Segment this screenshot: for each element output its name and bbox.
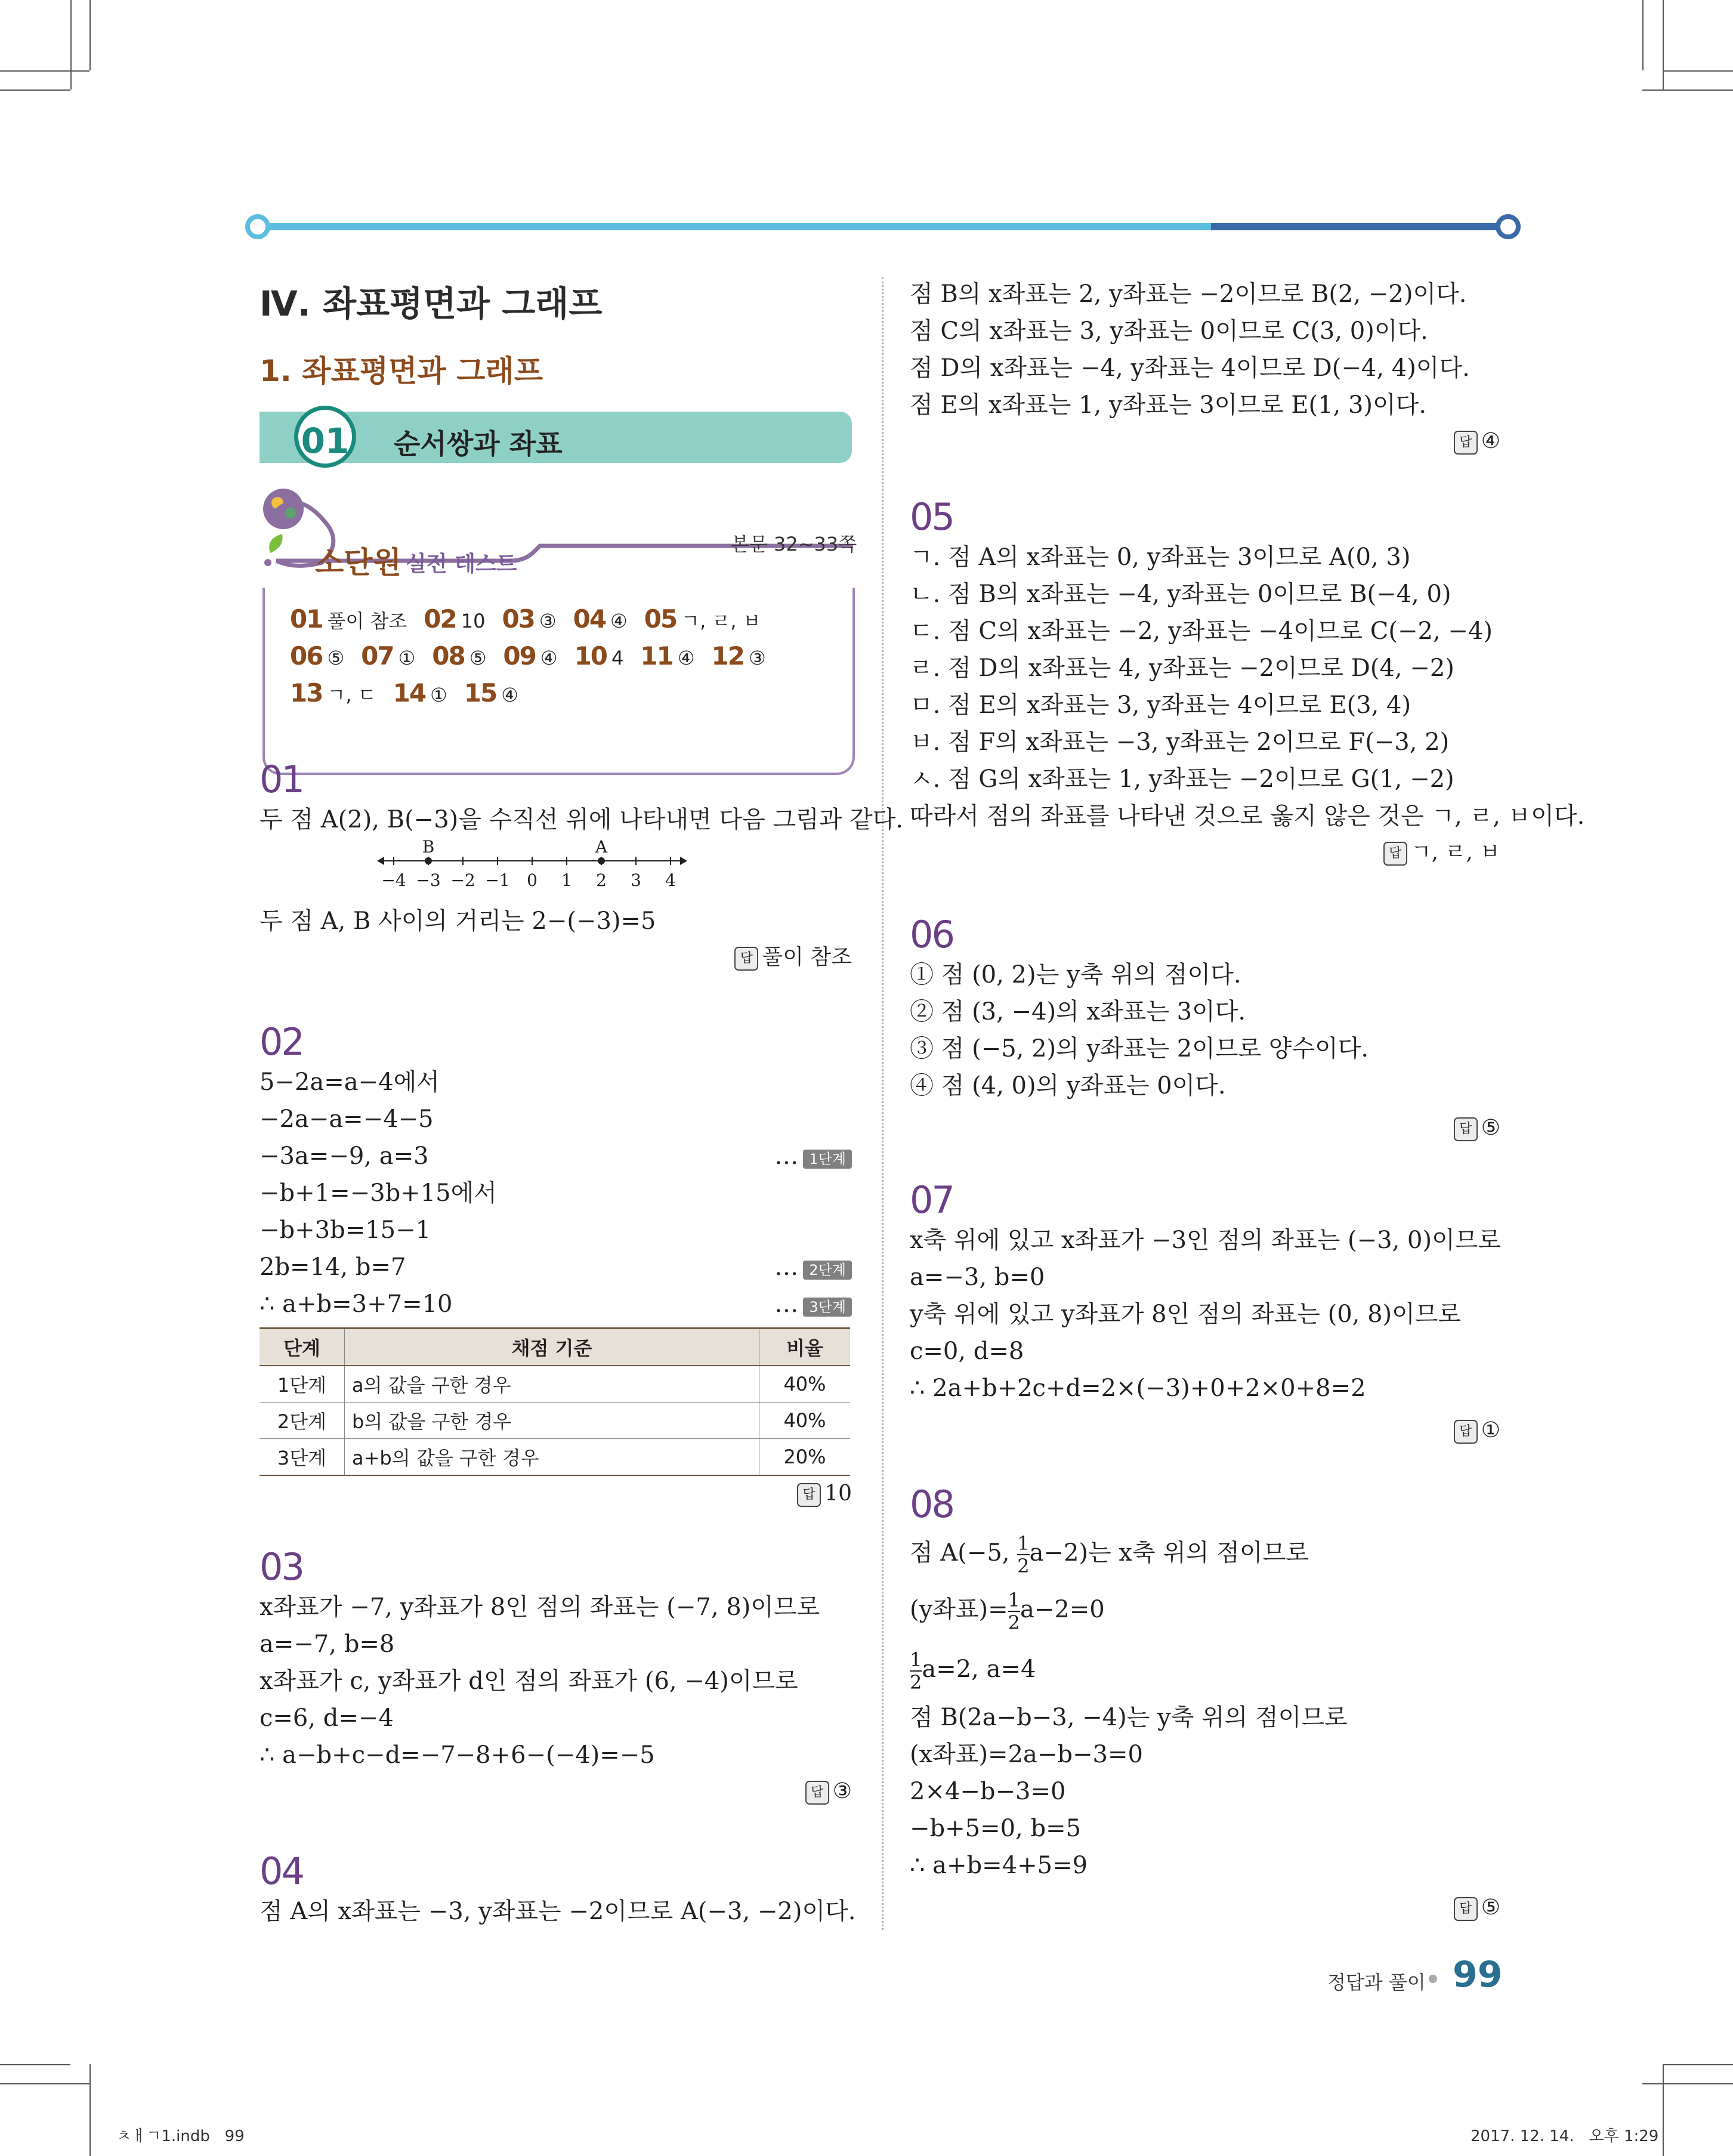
tick-label: −1 xyxy=(485,870,510,890)
fraction xyxy=(1017,1533,1029,1577)
question-08 xyxy=(910,1482,1500,1926)
summary-number: 14 xyxy=(393,678,426,708)
solution-text: a−2)는 x축 위의 점이므로 xyxy=(1029,1539,1309,1567)
summary-number: 11 xyxy=(640,641,673,671)
solution-line xyxy=(910,1580,1500,1639)
summary-number: 15 xyxy=(464,678,497,708)
summary-number: 04 xyxy=(573,604,606,634)
solution-text: 점 A(−5, xyxy=(910,1539,1018,1567)
summary-number: 01 xyxy=(290,604,323,634)
answer-line xyxy=(260,940,852,975)
solution-line: ④ 점 (4, 0)의 y좌표는 0이다. xyxy=(910,1072,1226,1099)
solution-line: 두 점 A(2), B(−3)을 수직선 위에 나타내면 다음 그림과 같다. xyxy=(260,806,904,833)
solution-line xyxy=(260,1138,852,1175)
dots: … xyxy=(774,1253,799,1281)
solution-line: x축 위에 있고 x좌표가 −3인 점의 좌표는 (−3, 0)이므로 xyxy=(910,1227,1502,1254)
crop-mark xyxy=(1642,89,1733,91)
summary-answer: ⑤ xyxy=(327,647,345,669)
table-cell: 2단계 xyxy=(260,1403,345,1439)
tick-label: 3 xyxy=(631,870,641,890)
solution-line: ① 점 (0, 2)는 y축 위의 점이다. xyxy=(910,961,1241,989)
solution-line: x좌표가 −7, y좌표가 8인 점의 좌표는 (−7, 8)이므로 xyxy=(260,1593,820,1621)
fraction-numerator: 1 xyxy=(1008,1589,1020,1611)
summary-item xyxy=(640,638,694,680)
summary-number: 03 xyxy=(502,604,535,634)
summary-number: 05 xyxy=(644,604,677,634)
question-number: 08 xyxy=(910,1482,953,1526)
solution-line: 2×4−b−3=0 xyxy=(910,1778,1066,1805)
summary-item xyxy=(574,638,624,680)
summary-answer: 4 xyxy=(611,647,624,669)
summary-number: 12 xyxy=(711,641,744,671)
table-cell: 40% xyxy=(759,1366,851,1403)
answer-line xyxy=(260,1774,852,1809)
point-marker xyxy=(425,857,432,864)
summary-item xyxy=(644,601,761,643)
fraction xyxy=(910,1649,922,1693)
question-number: 01 xyxy=(260,758,303,801)
summary-item xyxy=(290,675,376,717)
summary-answer: ③ xyxy=(539,610,557,632)
summary-item xyxy=(464,675,518,717)
solution-line: a=−3, b=0 xyxy=(910,1264,1045,1291)
solution-line: 점 D의 x좌표는 −4, y좌표는 4이므로 D(−4, 4)이다. xyxy=(910,354,1470,382)
solution-line: −b+1=−3b+15에서 xyxy=(260,1179,497,1207)
solution-text: (y좌표)= xyxy=(910,1596,1008,1623)
answer-line xyxy=(260,1476,852,1512)
answer-mark: 답 xyxy=(1383,842,1407,866)
summary-answer: ④ xyxy=(540,647,558,669)
answer-mark: 답 xyxy=(1454,1897,1478,1921)
summary-number: 13 xyxy=(290,678,323,708)
page-reference: 본문 32~33쪽 xyxy=(731,533,857,555)
crop-mark xyxy=(0,2083,89,2084)
question-02 xyxy=(260,1020,852,1512)
solution-line: x좌표가 c, y좌표가 d인 점의 좌표가 (6, −4)이므로 xyxy=(260,1667,798,1695)
tick-label: −4 xyxy=(381,870,406,890)
question-05 xyxy=(910,495,1585,870)
summary-answer: ③ xyxy=(748,647,766,669)
solution-line xyxy=(910,1526,1500,1580)
summary-number: 09 xyxy=(503,641,536,671)
solution-line: −b+3b=15−1 xyxy=(260,1216,431,1244)
crop-mark xyxy=(0,2064,70,2065)
grading-table xyxy=(260,1327,850,1476)
step-badge: 2단계 xyxy=(803,1261,852,1280)
answer-mark: 답 xyxy=(797,1483,821,1507)
answer-value: ⑤ xyxy=(1481,1895,1500,1920)
table-cell: 20% xyxy=(759,1439,851,1476)
question-number: 07 xyxy=(910,1178,953,1222)
solution-line: c=6, d=−4 xyxy=(260,1704,394,1732)
table-row xyxy=(260,1439,850,1476)
question-01 xyxy=(260,758,904,975)
summary-item xyxy=(290,638,344,680)
answer-mark: 답 xyxy=(805,1781,829,1805)
summary-answer: ㄱ, ㄹ, ㅂ xyxy=(681,610,761,632)
solution-line: −2a−a=−4−5 xyxy=(260,1105,434,1133)
solution-line: 점 A의 x좌표는 −3, y좌표는 −2이므로 A(−3, −2)이다. xyxy=(260,1898,856,1925)
summary-answer: ④ xyxy=(677,647,695,669)
answer-line xyxy=(910,1413,1500,1448)
answer-line xyxy=(910,1110,1500,1146)
crop-mark xyxy=(1663,2064,1733,2065)
solution-text: −3a=−9, a=3 xyxy=(260,1142,429,1170)
question-number: 04 xyxy=(260,1849,303,1893)
question-06 xyxy=(910,913,1500,1146)
step-badge: 1단계 xyxy=(803,1150,852,1169)
summary-number: 07 xyxy=(361,641,394,671)
solution-line: ㄴ. 점 B의 x좌표는 −4, y좌표는 0이므로 B(−4, 0) xyxy=(910,580,1451,608)
answer-value: ⑤ xyxy=(1481,1116,1500,1140)
tick-label: 2 xyxy=(596,870,607,890)
summary-row xyxy=(290,638,852,675)
summary-item xyxy=(573,601,628,643)
chapter-title: Ⅳ. 좌표평면과 그래프 xyxy=(260,283,603,324)
step-badge: 3단계 xyxy=(803,1298,852,1317)
summary-number: 02 xyxy=(424,604,456,634)
lesson-number: 01 xyxy=(294,406,356,468)
crop-mark xyxy=(89,0,91,70)
table-cell: a의 값을 구한 경우 xyxy=(345,1366,759,1403)
page-number: 99 xyxy=(1453,1954,1503,1996)
crop-mark xyxy=(89,2064,91,2156)
fraction-numerator: 1 xyxy=(910,1648,922,1671)
answer-line xyxy=(910,835,1500,870)
summary-item xyxy=(393,675,447,717)
crop-mark xyxy=(1642,2083,1733,2084)
table-cell: 3단계 xyxy=(260,1439,345,1476)
solution-line: c=0, d=8 xyxy=(910,1338,1024,1365)
footer-dot xyxy=(1429,1975,1437,1983)
question-07 xyxy=(910,1178,1500,1448)
table-row xyxy=(260,1403,850,1439)
summary-number: 08 xyxy=(432,641,465,671)
table-row xyxy=(260,1366,850,1403)
solution-line: 점 C의 x좌표는 3, y좌표는 0이므로 C(3, 0)이다. xyxy=(910,317,1428,345)
solution-line: ② 점 (3, −4)의 x좌표는 3이다. xyxy=(910,998,1246,1026)
answer-mark: 답 xyxy=(1454,1420,1478,1444)
point-label: A xyxy=(595,838,608,857)
number-line xyxy=(260,838,852,898)
summary-item xyxy=(503,638,557,680)
print-date: 2017. 12. 14. 오후 1:29 xyxy=(1471,2127,1659,2145)
solution-text: ∴ a+b=3+7=10 xyxy=(260,1290,453,1318)
table-header: 채점 기준 xyxy=(345,1329,759,1366)
fraction-numerator: 1 xyxy=(1017,1532,1030,1555)
arrow-right xyxy=(680,857,687,865)
answer-value: ③ xyxy=(832,1779,852,1803)
solution-line: 점 E의 x좌표는 1, y좌표는 3이므로 E(1, 3)이다. xyxy=(910,391,1427,419)
summary-item xyxy=(361,638,415,680)
answer-mark: 답 xyxy=(1454,431,1478,455)
summary-item xyxy=(290,601,407,643)
answer-value: ㄱ, ㄹ, ㅂ xyxy=(1410,840,1500,864)
crop-mark xyxy=(1663,2064,1664,2156)
summary-answer: ④ xyxy=(610,610,628,632)
section-title: 1. 좌표평면과 그래프 xyxy=(260,354,543,388)
solution-line: ∴ 2a+b+2c+d=2×(−3)+0+2×0+8=2 xyxy=(910,1374,1366,1402)
table-cell: b의 값을 구한 경우 xyxy=(345,1403,759,1439)
crop-mark xyxy=(70,0,72,89)
table-cell: a+b의 값을 구한 경우 xyxy=(345,1439,759,1476)
answer-line xyxy=(910,424,1500,459)
summary-answer: 10 xyxy=(461,610,486,632)
answer-mark: 답 xyxy=(1454,1117,1478,1141)
tick-label: 4 xyxy=(665,870,676,890)
question-number: 05 xyxy=(910,495,953,539)
summary-answer: ① xyxy=(398,647,416,669)
summary-answer: ⑤ xyxy=(469,647,487,669)
summary-row xyxy=(290,675,852,712)
question-number: 03 xyxy=(260,1545,303,1589)
tick-label: 1 xyxy=(561,870,572,890)
question-number: 02 xyxy=(260,1020,303,1064)
unit-subtitle: 실전 테스트 xyxy=(406,552,517,576)
answer-mark: 답 xyxy=(734,947,758,971)
solution-line xyxy=(910,1639,1500,1699)
fraction xyxy=(1008,1589,1020,1633)
dots: … xyxy=(774,1290,799,1318)
point-label: B xyxy=(422,838,435,857)
answer-value: ④ xyxy=(1481,429,1500,453)
summary-item xyxy=(712,638,766,680)
summary-row xyxy=(290,601,852,638)
table-header: 비율 xyxy=(759,1329,851,1366)
question-04-continued xyxy=(910,276,1500,459)
fraction-denominator: 2 xyxy=(910,1671,922,1694)
solution-line: 5−2a=a−4에서 xyxy=(260,1068,440,1096)
solution-line xyxy=(260,1249,852,1286)
solution-text: a=2, a=4 xyxy=(922,1655,1036,1683)
answer-summary-box xyxy=(262,588,855,775)
question-03 xyxy=(260,1545,852,1809)
summary-answer: ① xyxy=(430,684,447,706)
summary-item xyxy=(424,601,485,643)
solution-line: −b+5=0, b=5 xyxy=(910,1815,1082,1842)
answer-value: ① xyxy=(1481,1418,1500,1443)
crop-mark xyxy=(1642,0,1644,70)
tick-label: −3 xyxy=(416,870,441,890)
lesson-title: 순서쌍과 좌표 xyxy=(394,428,563,460)
solution-line: ㄹ. 점 D의 x좌표는 4, y좌표는 −2이므로 D(4, −2) xyxy=(910,654,1454,682)
solution-line: ㄷ. 점 C의 x좌표는 −2, y좌표는 −4이므로 C(−2, −4) xyxy=(910,617,1493,645)
unit-title: 소단원 xyxy=(315,545,401,580)
header-bar xyxy=(245,212,1521,242)
question-number: 06 xyxy=(910,913,953,956)
summary-answer: ㄱ, ㄷ xyxy=(327,684,376,706)
solution-line: y축 위에 있고 y좌표가 8인 점의 좌표는 (0, 8)이므로 xyxy=(910,1301,1462,1328)
summary-item xyxy=(432,638,486,680)
tick-label: −2 xyxy=(450,870,475,890)
solution-line: (x좌표)=2a−b−3=0 xyxy=(910,1741,1143,1768)
solution-line: 점 B의 x좌표는 2, y좌표는 −2이므로 B(2, −2)이다. xyxy=(910,280,1467,308)
solution-line xyxy=(260,1286,852,1323)
summary-answer: ④ xyxy=(501,684,518,706)
solution-line: ∴ a−b+c−d=−7−8+6−(−4)=−5 xyxy=(260,1741,655,1769)
point-marker xyxy=(598,857,605,864)
summary-answer: 풀이 참조 xyxy=(327,610,407,632)
solution-line: 두 점 A, B 사이의 거리는 2−(−3)=5 xyxy=(260,907,656,935)
solution-line: 따라서 점의 좌표를 나타낸 것으로 옳지 않은 것은 ㄱ, ㄹ, ㅂ이다. xyxy=(910,802,1585,830)
summary-item xyxy=(502,601,556,643)
solution-text: 2b=14, b=7 xyxy=(260,1253,406,1281)
summary-number: 10 xyxy=(574,641,607,671)
table-cell: 1단계 xyxy=(260,1366,345,1403)
answer-value: 10 xyxy=(824,1481,852,1506)
dots: … xyxy=(774,1142,799,1170)
answer-line xyxy=(910,1890,1500,1926)
footer-label: 정답과 풀이 xyxy=(1327,1971,1426,1994)
crop-mark xyxy=(0,70,89,72)
lesson-banner xyxy=(260,406,852,471)
solution-text: a−2=0 xyxy=(1020,1596,1105,1623)
solution-line: ㅁ. 점 E의 x좌표는 3, y좌표는 4이므로 E(3, 4) xyxy=(910,691,1411,719)
fraction-denominator: 2 xyxy=(1008,1611,1020,1634)
solution-line: ③ 점 (−5, 2)의 y좌표는 2이므로 양수이다. xyxy=(910,1035,1369,1062)
solution-line: ㄱ. 점 A의 x좌표는 0, y좌표는 3이므로 A(0, 3) xyxy=(910,543,1411,571)
solution-line: a=−7, b=8 xyxy=(260,1630,395,1658)
solution-line: ∴ a+b=4+5=9 xyxy=(910,1852,1088,1879)
print-file-name: ㅊㅐㄱ1.indb 99 xyxy=(116,2127,245,2145)
question-04 xyxy=(260,1849,856,1930)
fraction-denominator: 2 xyxy=(1017,1555,1030,1577)
solution-line: ㅅ. 점 G의 x좌표는 1, y좌표는 −2이므로 G(1, −2) xyxy=(910,765,1454,793)
crop-mark xyxy=(0,89,70,91)
arrow-left xyxy=(377,857,384,865)
solution-line: ㅂ. 점 F의 x좌표는 −3, y좌표는 2이므로 F(−3, 2) xyxy=(910,728,1450,756)
summary-number: 06 xyxy=(290,641,323,671)
tick-label: 0 xyxy=(527,870,537,890)
crop-mark xyxy=(1663,70,1733,72)
table-header: 단계 xyxy=(260,1329,345,1366)
answer-value: 풀이 참조 xyxy=(762,945,852,969)
table-cell: 40% xyxy=(759,1403,851,1439)
crop-mark xyxy=(1663,0,1664,89)
solution-line: 점 B(2a−b−3, −4)는 y축 위의 점이므로 xyxy=(910,1704,1348,1731)
column-divider xyxy=(882,277,884,1930)
